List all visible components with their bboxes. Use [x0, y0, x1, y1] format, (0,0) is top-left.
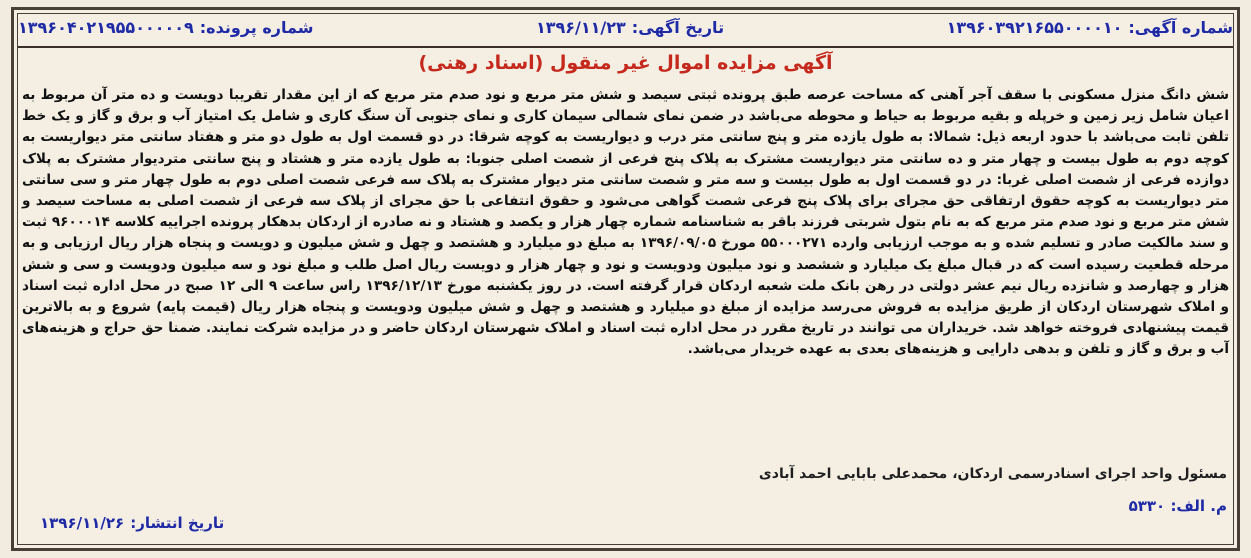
notice-number	[947, 18, 1233, 37]
header-divider	[18, 46, 1233, 48]
signature-line: مسئول واحد اجرای اسنادرسمی اردکان، محمدعلی بابایی احمد آبادی	[758, 466, 1227, 482]
file-number-value: ۱۳۹۶۰۴۰۲۱۹۵۵۰۰۰۰۰۹	[18, 17, 194, 37]
notice-date	[536, 18, 724, 37]
file-number-label: شماره پرونده:	[199, 17, 314, 37]
notice-date-label: تاریخ آگهی:	[631, 17, 725, 37]
notice-number-label: شماره آگهی:	[1128, 17, 1233, 37]
publish-date	[40, 514, 224, 532]
notice-number-value: ۱۳۹۶۰۳۹۲۱۶۵۵۰۰۰۰۱۰	[946, 17, 1123, 37]
file-number	[18, 18, 313, 37]
publish-date-value: ۱۳۹۶/۱۱/۲۶	[40, 514, 125, 532]
notice-date-value: ۱۳۹۶/۱۱/۲۳	[535, 17, 626, 37]
reference-label: م. الف:	[1170, 497, 1227, 515]
notice-body: شش دانگ منزل مسکونی با سقف آجر آهنی که مساحت عرصه طبق پرونده ثبتی سیصد و شش متر مربع و نود صدم متر مربع که از این مقدار تقریبا دویست و ده متر آن مربوط به اعیان شامل زیر زمین و خرپله و بقیه مربوط به حیاط و محوطه می‌باشد در ضمن نمای شمالی سیمان کاری و نمای جنوبی آن سنگ کاری و شامل یک امتیاز آب و برق و گاز و یک خط تلفن ثابت می‌باشد با حدود اربعه ذیل: شمالا: به طول یازده متر و پنج سانتی متر درب و دیواریست به کوچه شرقا: در دو قسمت اول به طول دو متر و هفتاد سانتی متر دیواریست به کوچه دوم به طول بیست و چهار متر و ده سانتی متر دیواریست مشترک به پلاک پنج فرعی از شصت اصلی جنوبا: به طول یازده متر و هشتاد و پنج سانتی متردیوار مشترک به پلاک دوازده فرعی از شصت اصلی غربا: در دو قسمت اول به طول بیست و سه متر و شصت سانتی متر دیوار مشترک به پلاک سه فرعی شصت اصلی دوم به طول چهار متر و سی سانتی متر دیواریست به کوچه حقوق ارتفاقی حق مجرای برای پلاک پنج فرعی شصت گواهی می‌شود و حقوق انتفاعی با حق مجرای از پلاک سه فرعی از شصت اصلی به مساحت سیصد و شش متر مربع و نود صدم متر مربع که به نام بتول شربتی فرزند باقر به شناسنامه شماره چهار هزار و یکصد و هشتاد و نه صادره از اردکان بدهکار پرونده اجراییه کلاسه ۹۶۰۰۰۱۴ ثبت و سند مالکیت صادر و تسلیم شده و به موجب ارزیابی وارده ۵۵۰۰۰۲۷۱ مورخ ۱۳۹۶/۰۹/۰۵ به مبلغ دو میلیارد و هشتصد و چهل و شش میلیون و دویست و پنجاه هزار ریال ارزیابی و به مرحله قطعیت رسیده است که در قبال مبلغ یک میلیارد و ششصد و نود میلیون ودویست و نود و چهار هزار و دویست ریال اصل طلب و مبلغ نود و سه میلیون ودویست و سی و شش هزار و چهارصد و شانزده ریال نیم عشر دولتی در رهن بانک ملت شعبه اردکان قرار گرفته است. در روز یکشنبه مورخ ۱۳۹۶/۱۲/۱۳ راس ساعت ۹ الی ۱۲ صبح در محل اداره ثبت اسناد و املاک شهرستان اردکان از طریق مزایده به فروش می‌رسد مزایده از مبلغ دو میلیارد و هشتصد و چهل و شش میلیون ودویست و پنجاه هزار ریال (قیمت پایه) شروع و به بالاترین قیمت پیشنهادی فروخته خواهد شد. خریداران می توانند در تاریخ مقرر در محل اداره ثبت اسناد و املاک شهرستان اردکان حاضر و در مزایده شرکت نمایند. ضمنا حق حراج و هزینه‌های آب و برق و گاز و تلفن و بدهی دارایی و هزینه‌های بعدی به عهده خریدار می‌باشد.	[22, 87, 1230, 358]
publish-date-label: تاریخ انتشار:	[130, 514, 225, 532]
reference-number	[1129, 497, 1227, 515]
notice-title: آگهی مزایده اموال غیر منقول (اسناد رهنی)	[418, 52, 833, 74]
notice-header	[18, 12, 1233, 42]
reference-value: ۵۳۳۰	[1128, 497, 1166, 515]
